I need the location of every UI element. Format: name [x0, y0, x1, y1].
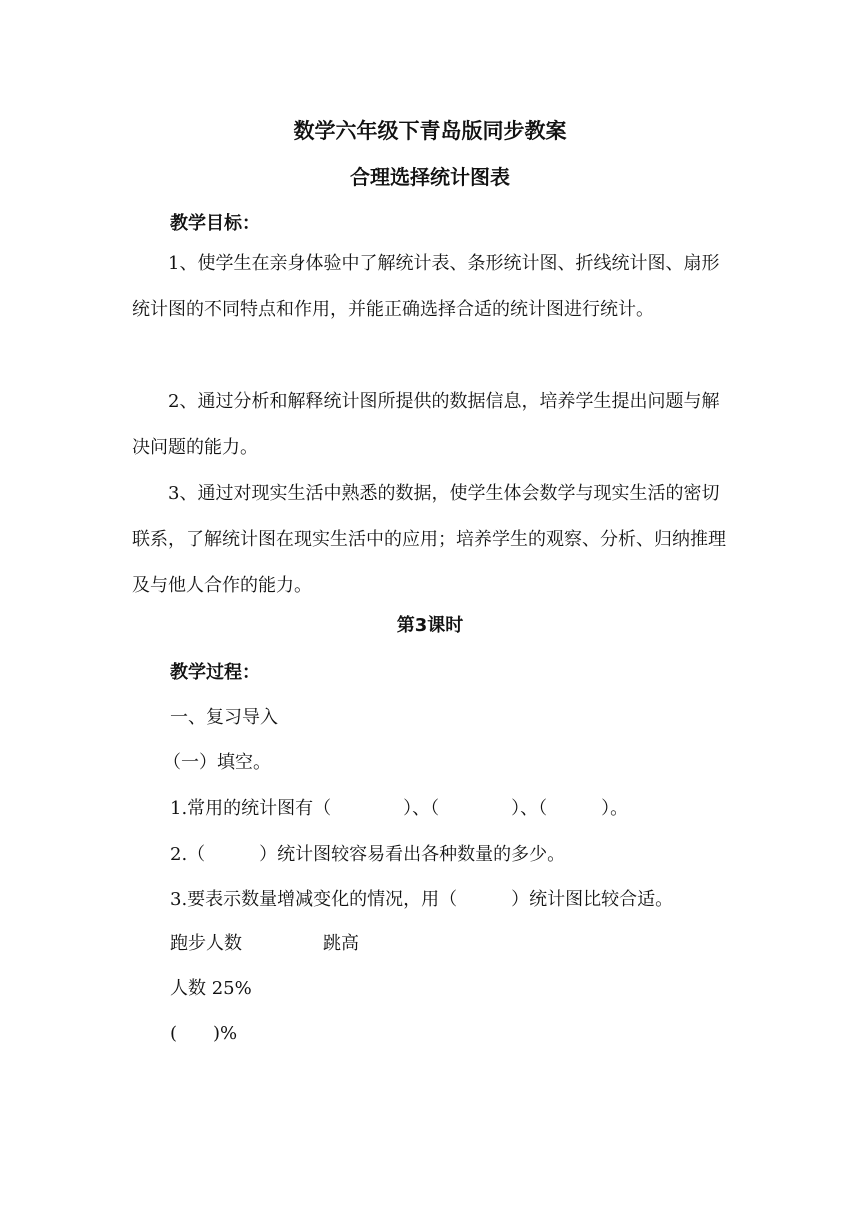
question-1: 1.常用的统计图有（ ）、（ ）、（ ）。: [170, 798, 629, 819]
chart-label-blank: ( )%: [170, 1023, 238, 1044]
document-title: 数学六年级下青岛版同步教案: [293, 119, 567, 143]
objectives-heading: 教学目标：: [170, 213, 260, 234]
lesson-number: 第3课时: [396, 615, 464, 636]
objective-1: 1、使学生在亲身体验中了解统计表、条形统计图、折线统计图、扇形统计图的不同特点和作用，并能正确选择合适的统计图进行统计。: [132, 253, 720, 320]
chart-label-running: 跑步人数: [170, 933, 242, 954]
objective-2: 2、通过分析和解释统计图所提供的数据信息，培养学生提出问题与解决问题的能力。: [132, 391, 720, 458]
process-heading: 教学过程：: [170, 662, 260, 683]
question-3: 3.要表示数量增减变化的情况，用（ ）统计图比较合适。: [170, 889, 674, 910]
subsection-fill-blank: （一）填空。: [163, 752, 271, 773]
chart-label-jump: 跳高: [323, 933, 359, 954]
question-2: 2.（ ）统计图较容易看出各种数量的多少。: [170, 844, 566, 865]
section-review: 一、复习导入: [170, 707, 278, 728]
chart-label-people: 人数 25%: [170, 978, 252, 999]
objective-3: 3、通过对现实生活中熟悉的数据，使学生体会数学与现实生活的密切联系，了解统计图在现实生活中的应用；培养学生的观察、分析、归纳推理及与他人合作的能力。: [132, 483, 726, 596]
document-subtitle: 合理选择统计图表: [350, 165, 510, 189]
